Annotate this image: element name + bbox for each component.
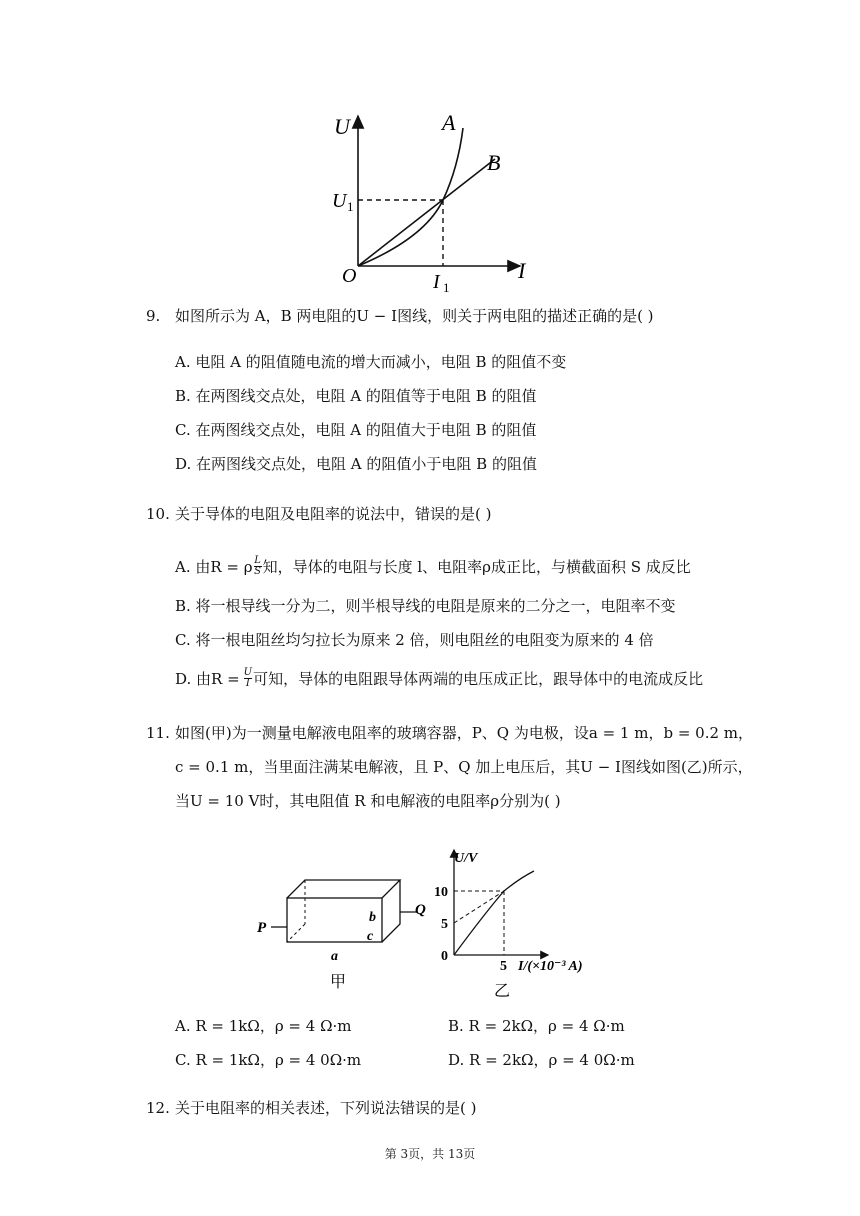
q11-stem-line-1: 如图(甲)为一测量电解液电阻率的玻璃容器，P、Q 为电极，设a = 1 m，b = 0.2 m，	[175, 724, 754, 742]
q9-stem: 如图所示为 A，B 两电阻的U − I图线，则关于两电阻的描述正确的是( )	[175, 307, 654, 325]
curve-a-label: A	[442, 110, 456, 135]
page-footer: 第 3页，共 13页	[384, 1147, 476, 1161]
container-figure-jia	[255, 870, 435, 998]
line-b	[358, 159, 495, 266]
u1-subscript: 1	[347, 199, 354, 214]
fraction-denominator: I	[245, 678, 250, 689]
q10-option-b: B. 将一根导线一分为二，则半根导线的电阻是原来的二分之一，电阻率不变	[175, 597, 676, 615]
label-q: Q	[415, 902, 426, 918]
q10-option-d-fraction	[244, 668, 252, 689]
q10-option-d	[175, 668, 703, 689]
q10-option-a-prefix: A. 由R = ρ	[175, 557, 253, 576]
origin-label: O	[342, 265, 357, 287]
q10-number: 10.	[146, 505, 170, 523]
line-b-label: B	[487, 150, 501, 175]
i1-label: I	[433, 271, 440, 293]
label-a: a	[331, 949, 338, 964]
y-axis-label: U/V	[454, 851, 478, 866]
origin-label: 0	[441, 949, 448, 964]
tick-10: 10	[434, 885, 448, 900]
tick-5: 5	[441, 917, 448, 932]
q9-option-d: D. 在两图线交点处，电阻 A 的阻值小于电阻 B 的阻值	[175, 455, 537, 473]
axis-i-label: I	[518, 258, 526, 283]
q10-option-a	[175, 556, 691, 577]
fraction-denominator: S	[254, 566, 262, 577]
caption-yi: 乙	[494, 983, 511, 1000]
box-hidden-edge	[287, 924, 305, 942]
u1-label: U	[332, 190, 347, 212]
u-i-curve	[454, 871, 534, 955]
q9-option-b: B. 在两图线交点处，电阻 A 的阻值等于电阻 B 的阻值	[175, 387, 537, 405]
box-top-face	[287, 880, 400, 898]
x-axis-label: I/(×10⁻³ A)	[518, 959, 583, 974]
q12-stem: 关于电阻率的相关表述，下列说法错误的是( )	[175, 1099, 477, 1117]
q11-option-b: B. R = 2kΩ，ρ = 4 Ω·m	[448, 1017, 625, 1035]
q10-option-a-fraction	[254, 556, 262, 577]
q10-option-d-prefix: D. 由R =	[175, 669, 240, 688]
q11-stem-line-3: 当U = 10 V时，其电阻值 R 和电解液的电阻率ρ分别为( )	[175, 792, 561, 810]
q10-option-c: C. 将一根电阻丝均匀拉长为原来 2 倍，则电阻丝的电阻变为原来的 4 倍	[175, 631, 654, 649]
q11-option-a: A. R = 1kΩ，ρ = 4 Ω·m	[175, 1017, 352, 1035]
q11-option-d: D. R = 2kΩ，ρ = 4 0Ω·m	[448, 1051, 635, 1069]
i1-subscript: 1	[443, 280, 450, 293]
q10-stem: 关于导体的电阻及电阻率的说法中，错误的是( )	[175, 505, 492, 523]
q11-option-c: C. R = 1kΩ，ρ = 4 0Ω·m	[175, 1051, 362, 1069]
ui-graph-figure	[330, 108, 540, 293]
fraction-numerator: L	[254, 555, 261, 566]
ui-graph-figure-yi	[430, 838, 620, 1003]
label-c: c	[367, 929, 374, 944]
q9-option-a: A. 电阻 A 的阻值随电流的增大而减小，电阻 B 的阻值不变	[175, 353, 567, 371]
label-p: P	[257, 920, 267, 936]
q10-option-d-suffix: 可知，导体的电阻跟导体两端的电压成正比，跟导体中的电流成反比	[253, 669, 704, 688]
caption-jia: 甲	[330, 974, 347, 991]
fraction-numerator: U	[243, 667, 253, 678]
label-b: b	[369, 910, 376, 925]
q11-stem-line-2: c = 0.1 m，当里面注满某电解液，且 P、Q 加上电压后，其U − I图线如图(乙)所示，	[175, 758, 753, 776]
tick-x-5: 5	[500, 959, 507, 974]
tangent-line	[454, 891, 504, 923]
q9-option-c: C. 在两图线交点处，电阻 A 的阻值大于电阻 B 的阻值	[175, 421, 537, 439]
q10-option-a-suffix: 知，导体的电阻与长度 l、电阻率ρ成正比，与横截面积 S 成反比	[262, 557, 691, 576]
q9-number: 9.	[146, 307, 161, 325]
q11-number: 11.	[146, 724, 170, 742]
q12-number: 12.	[146, 1099, 170, 1117]
axis-u-label: U	[334, 114, 350, 139]
